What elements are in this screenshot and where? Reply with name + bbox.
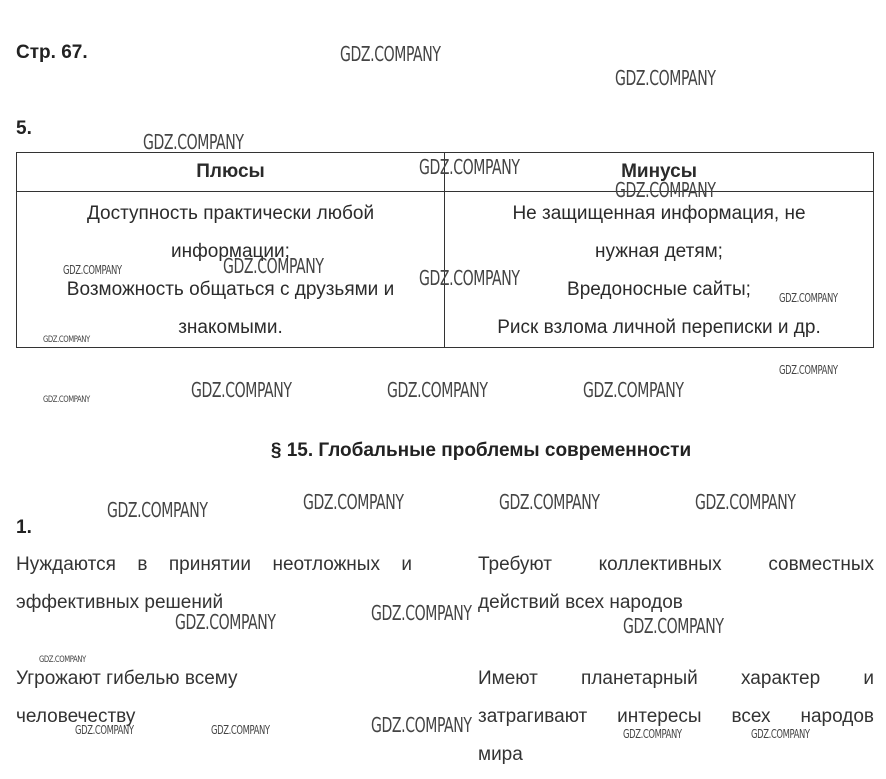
watermark: GDZ.COMPANY [419, 266, 520, 290]
pros-header: Плюсы [17, 153, 445, 192]
watermark: GDZ.COMPANY [695, 490, 796, 514]
page-label: Стр. 67. [16, 42, 88, 63]
pros-cons-table [16, 152, 874, 348]
watermark: GDZ.COMPANY [303, 490, 404, 514]
feature-line: эффективных решений [16, 592, 224, 613]
watermark: GDZ.COMPANY [143, 130, 244, 154]
task-5-number: 5. [16, 118, 32, 139]
pros-line: знакомыми. [178, 317, 283, 338]
watermark: GDZ.COMPANY [779, 363, 838, 377]
pros-line: Возможность общаться с друзьями и [66, 279, 395, 300]
feature-planetary [478, 660, 874, 774]
feature-collective [478, 546, 874, 622]
watermark: GDZ.COMPANY [387, 378, 488, 402]
cons-line: Не защищенная информация, не [512, 203, 806, 224]
watermark: GDZ.COMPANY [43, 395, 90, 405]
watermark: GDZ.COMPANY [340, 42, 441, 66]
watermark: GDZ.COMPANY [615, 66, 716, 90]
feature-line: человечеству [16, 706, 136, 727]
watermark: GDZ.COMPANY [499, 490, 600, 514]
watermark: GDZ.COMPANY [371, 601, 472, 625]
watermark: GDZ.COMPANY [175, 610, 276, 634]
watermark: GDZ.COMPANY [191, 378, 292, 402]
watermark: GDZ.COMPANY [615, 178, 716, 202]
watermark: GDZ.COMPANY [223, 254, 324, 278]
watermark: GDZ.COMPANY [39, 655, 86, 665]
pros-line: Доступность практически любой [86, 203, 375, 224]
watermark: GDZ.COMPANY [623, 727, 682, 741]
feature-line: Требуют коллективных совместных [478, 554, 874, 575]
watermark: GDZ.COMPANY [623, 614, 724, 638]
watermark: GDZ.COMPANY [211, 723, 270, 737]
cons-line: Вредоносные сайты; [567, 279, 751, 300]
feature-line: мира [478, 744, 523, 765]
watermark: GDZ.COMPANY [583, 378, 684, 402]
cons-line: Риск взлома личной переписки и др. [497, 317, 821, 338]
feature-line: затрагивают интересы всех народов [478, 706, 874, 727]
watermark: GDZ.COMPANY [107, 498, 208, 522]
watermark: GDZ.COMPANY [43, 335, 90, 345]
watermark: GDZ.COMPANY [371, 713, 472, 737]
pros-line: информации; [171, 241, 290, 262]
watermark: GDZ.COMPANY [751, 727, 810, 741]
feature-line: Нуждаются в принятии неотложных и [16, 554, 412, 575]
watermark: GDZ.COMPANY [63, 263, 122, 277]
watermark: GDZ.COMPANY [419, 155, 520, 179]
section-title: § 15. Глобальные проблемы современности [270, 440, 692, 461]
watermark: GDZ.COMPANY [779, 291, 838, 305]
task-1-number: 1. [16, 517, 32, 538]
feature-line: действий всех народов [478, 592, 683, 613]
watermark: GDZ.COMPANY [75, 723, 134, 737]
cons-line: нужная детям; [595, 241, 723, 262]
feature-line: Имеют планетарный характер и [478, 668, 874, 689]
feature-line: Угрожают гибелью всему [16, 668, 238, 689]
cons-header: Минусы [445, 153, 874, 192]
